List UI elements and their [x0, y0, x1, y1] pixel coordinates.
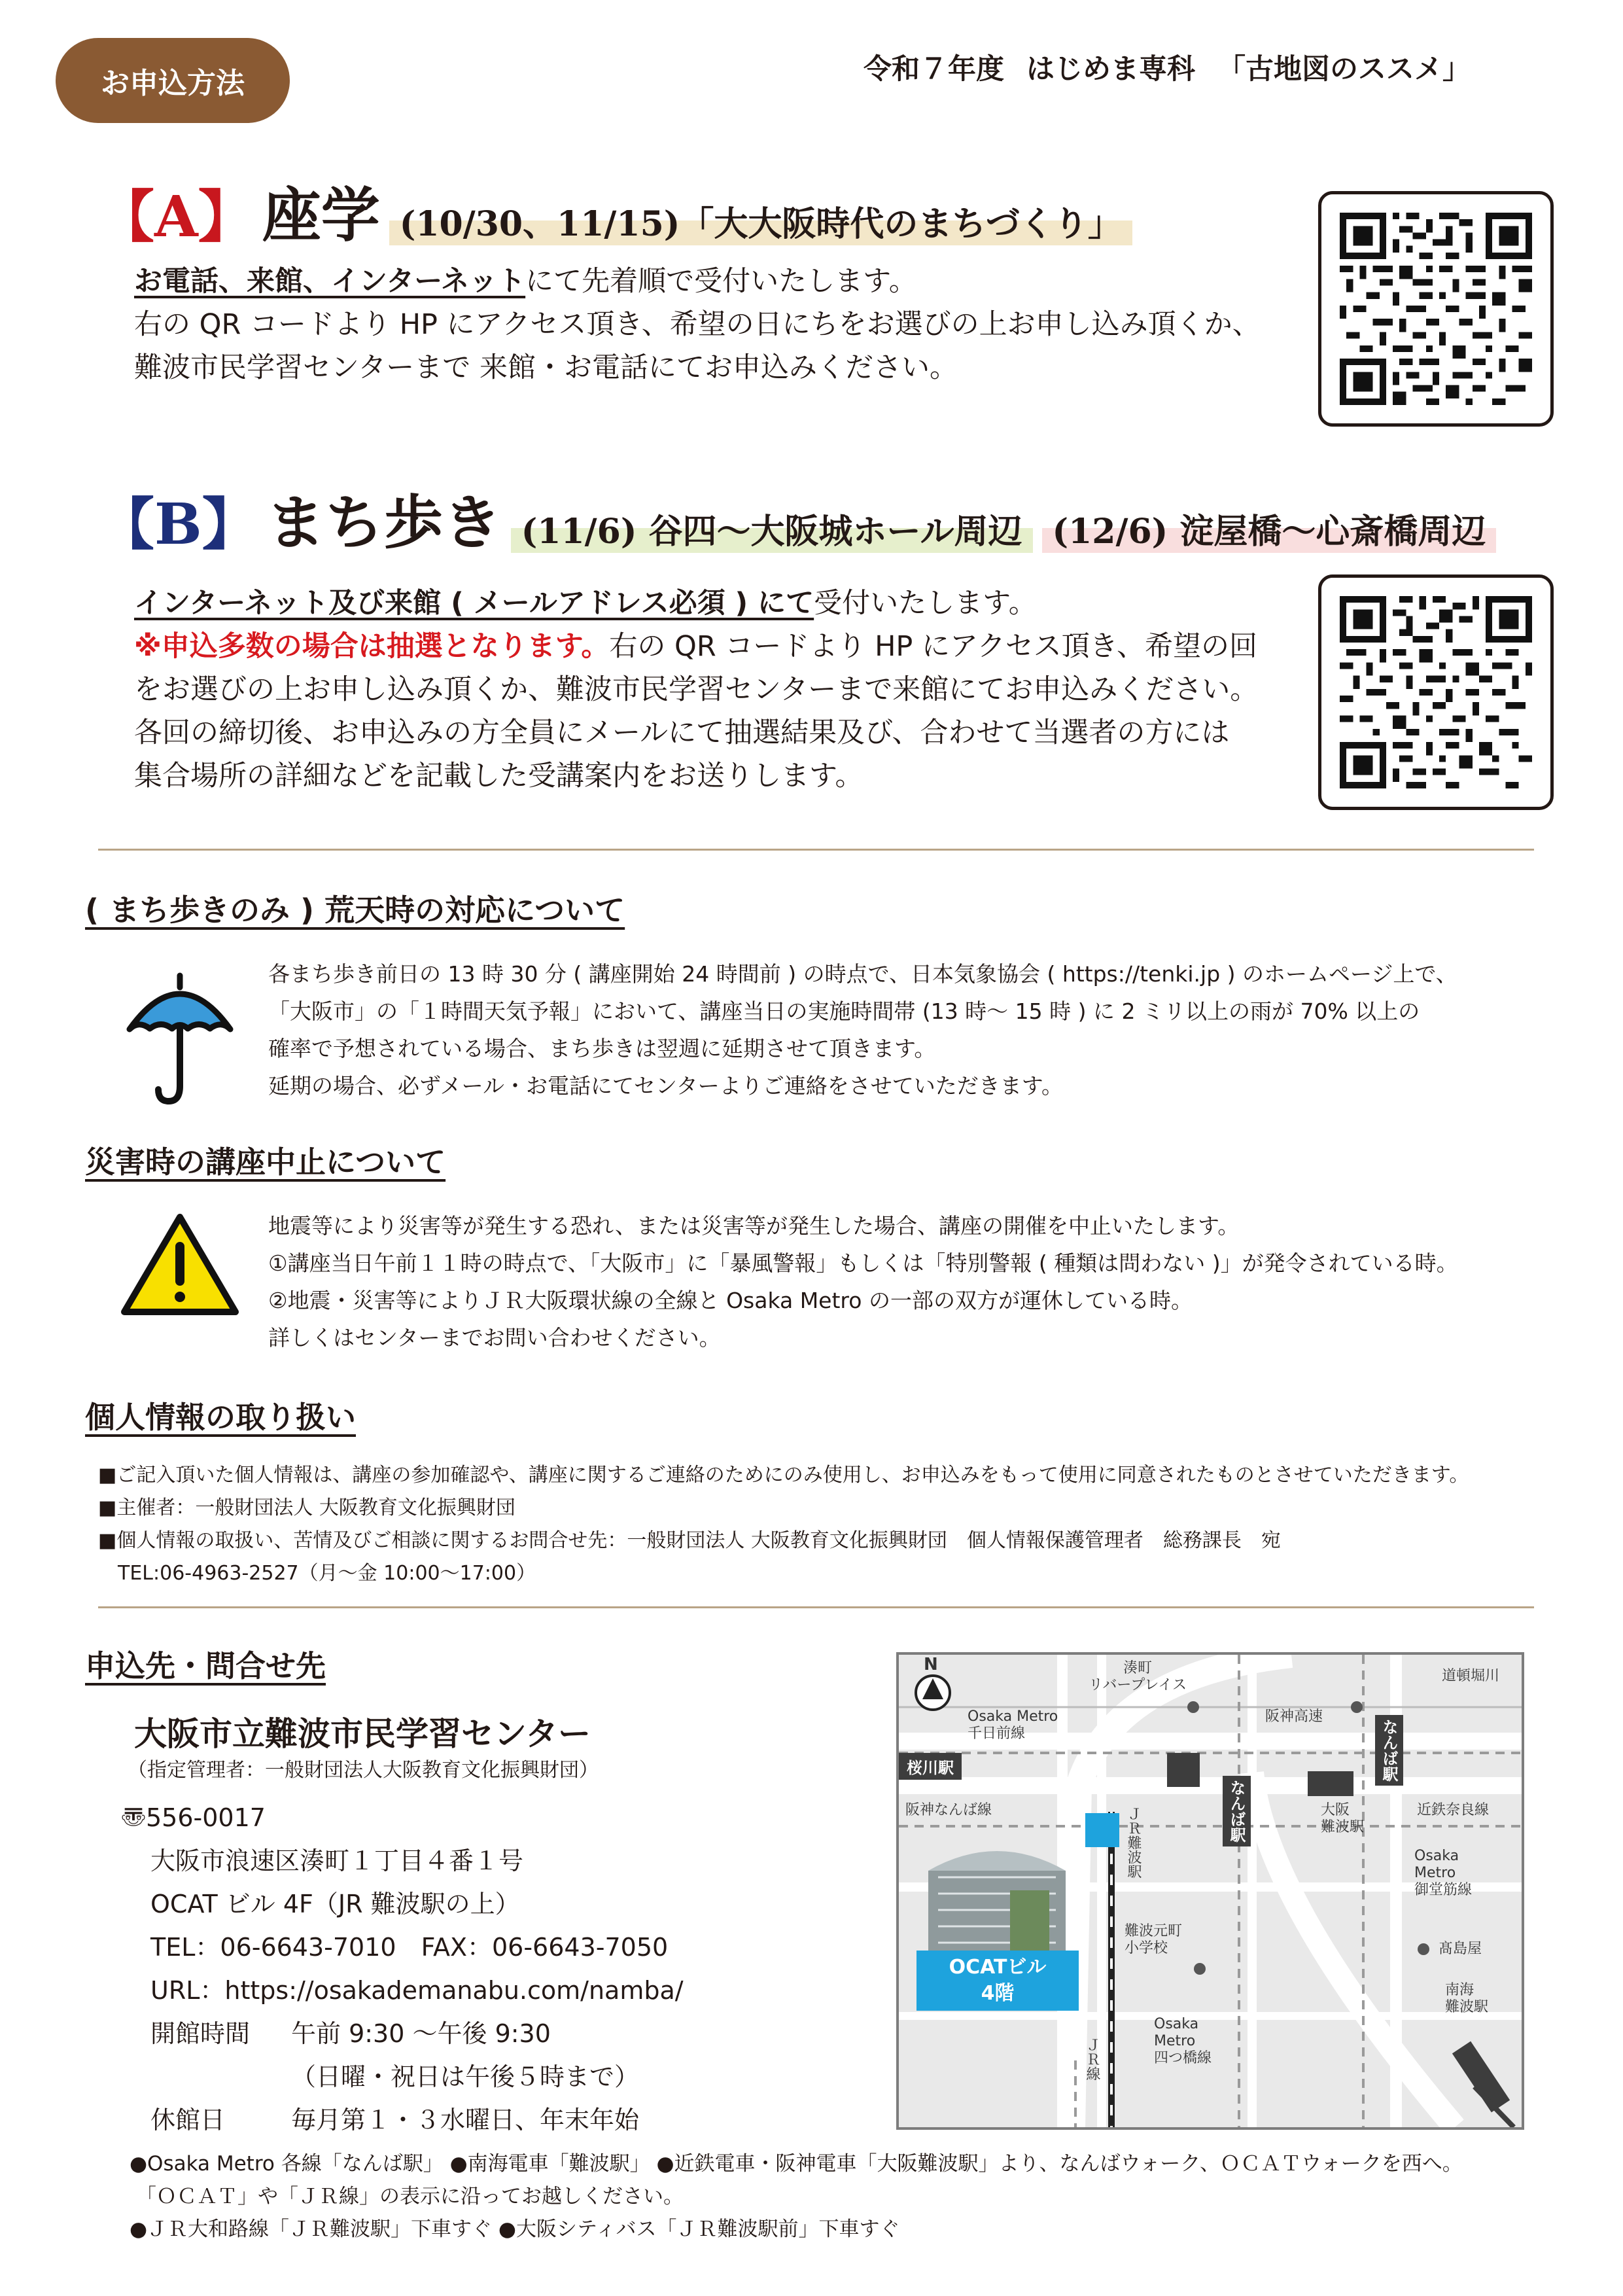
map-label-midosuji: Osaka Metro 御堂筋線 [1414, 1848, 1473, 1898]
tel-fax: TEL：06-6643-7010 FAX：06-6643-7050 [150, 1933, 669, 1962]
weather-line-2: 「大阪市」の「１時間天気予報」において、講座当日の実施時間帯 (13 時〜 15 時 ) に 2 ミリ以上の雨が 70% 以上の [268, 998, 1420, 1024]
weather-heading: ( まち歩きのみ ) 荒天時の対応について [85, 892, 625, 928]
map-label-minatomachi: 湊町 リバープレイス [1089, 1660, 1187, 1693]
section-b-body [134, 582, 1258, 798]
privacy-line-2: ■主催者：一般財団法人 大阪教育文化振興財団 [98, 1496, 515, 1519]
website-url[interactable]: URL：https://osakademanabu.com/namba/ [150, 1976, 684, 2005]
privacy-line-3: ■個人情報の取扱い、苦情及びご相談に関するお問合せ先：一般財団法人 大阪教育文化振興財団 個人情報保護管理者 総務課長 宛 [98, 1529, 1281, 1552]
qr-code-a[interactable] [1318, 191, 1554, 427]
map-label-takashimaya: 髙島屋 [1439, 1941, 1482, 1957]
closed-label: 休館日 [150, 2106, 226, 2134]
disaster-heading: 災害時の講座中止について [85, 1144, 446, 1180]
map-label-dotonbori: 道頓堀川 [1442, 1668, 1500, 1684]
map-station-namba-1: なんば駅 [1375, 1715, 1403, 1786]
section-a-heading [98, 173, 1132, 250]
contact-details [121, 1796, 684, 2142]
section-b-heading [98, 481, 1496, 557]
section-b-walk-2: (12/6) 淀屋橋〜心斎橋周辺 [1042, 508, 1497, 553]
hours-note: （日曜・祝日は午後５時まで） [291, 2062, 640, 2091]
access-map[interactable] [896, 1652, 1524, 2130]
section-a-line1: にて先着順で受付いたします。 [525, 265, 917, 298]
privacy-line-1: ■ご記入頂いた個人情報は、講座の参加確認や、講座に関するご連絡のためにのみ使用し、お申込みをもって使用に同意されたものとさせていただきます。 [98, 1464, 1469, 1487]
map-label-yotsubashi: Osaka Metro 四つ橋線 [1154, 2016, 1212, 2066]
map-label-hanshin-expressway: 阪神高速 [1265, 1708, 1323, 1725]
map-label-hanshin-namba: 阪神なんば線 [905, 1802, 992, 1818]
application-method-badge: お申込方法 [56, 38, 290, 123]
access-directions [130, 2147, 1463, 2246]
map-label-school: 難波元町 小学校 [1125, 1923, 1183, 1956]
section-a-methods: お電話、来館、インターネット [134, 265, 526, 298]
map-label-sennichimae: Osaka Metro 千日前線 [968, 1708, 1058, 1742]
center-name: 大阪市立難波市民学習センター [134, 1715, 591, 1753]
map-ocat-building: OCATビル 4階 [916, 1951, 1079, 2011]
section-b-line3: をお選びの上お申し込み頂くか、難波市民学習センターまで来館にてお申込みください。 [134, 673, 1259, 706]
opening-hours: 午前 9:30 〜午後 9:30 [291, 2019, 551, 2048]
map-station-namba-2: なんば駅 [1223, 1776, 1251, 1846]
disaster-line-4: 詳しくはセンターまでお問い合わせください。 [268, 1325, 721, 1351]
section-b-line2: 右の QR コードより HP にアクセス頂き、希望の回 [609, 630, 1258, 663]
weather-line-3: 確率で予想されている場合、まち歩きは翌週に延期させて頂きます。 [268, 1036, 936, 1061]
section-b-methods: インターネット及び来館 ( メールアドレス必須 ) にて [134, 587, 814, 620]
section-b-title: まち歩き [266, 489, 502, 557]
privacy-text [98, 1459, 1469, 1590]
map-label-nankai-namba: 南海 難波駅 [1445, 1982, 1489, 2015]
disaster-line-3: ②地震・災害等によりＪＲ大阪環状線の全線と Osaka Metro の一部の双方が運休している時。 [268, 1288, 1193, 1313]
postal-code: 〠556-0017 [121, 1803, 266, 1832]
section-b-line4: 各回の締切後、お申込みの方全員にメールにて抽選結果及び、合わせて当選者の方には [134, 716, 1230, 749]
address: 大阪市浪速区湊町１丁目４番１号 [150, 1846, 524, 1875]
qr-code-b[interactable] [1318, 574, 1554, 810]
privacy-heading: 個人情報の取り扱い [85, 1400, 356, 1435]
designated-manager: （指定管理者：一般財団法人大阪教育文化振興財団） [128, 1759, 599, 1782]
section-divider-2 [98, 1606, 1534, 1608]
weather-text [268, 955, 1457, 1104]
map-label-osaka-namba: 大阪 難波駅 [1321, 1802, 1365, 1835]
section-a-title: 座学 [262, 181, 380, 250]
lottery-notice: ※申込多数の場合は抽選となります。 [134, 630, 610, 663]
closed-days: 毎月第１・３水曜日、年末年始 [291, 2106, 640, 2134]
qr-code-a-icon [1340, 213, 1532, 405]
document-title [864, 47, 1570, 87]
qr-code-b-icon [1340, 596, 1532, 788]
access-line-3: ●ＪＲ大和路線「ＪＲ難波駅」下車すぐ ●大阪シティバス「ＪＲ難波駅前」下車すぐ [130, 2217, 900, 2241]
fiscal-year: 令和７年度 [864, 53, 1004, 86]
course-name: はじめま専科 [1026, 53, 1195, 86]
section-b-walk-1: (11/6) 谷四〜大阪城ホール周辺 [511, 508, 1033, 553]
privacy-line-4: TEL:06-4963-2527（月〜金 10:00〜17:00） [118, 1562, 536, 1585]
disaster-line-1: 地震等により災害等が発生する恐れ、または災害等が発生した場合、講座の開催を中止いたします。 [268, 1213, 1240, 1239]
map-label-kintetsu-nara: 近鉄奈良線 [1417, 1802, 1490, 1818]
warning-icon [118, 1210, 242, 1318]
access-line-1: ●Osaka Metro 各線「なんば駅」 ●南海電車「難波駅」 ●近鉄電車・阪神電車「大阪難波駅」より、なんばウォーク、ＯＣＡＴウォークを西へ。 [130, 2152, 1463, 2176]
weather-line-4: 延期の場合、必ずメール・お電話にてセンターよりご連絡をさせていただきます。 [268, 1073, 1064, 1099]
map-label-jr-namba: ＪＲ難波駅 [1125, 1807, 1142, 1879]
section-a-body [134, 260, 1261, 389]
section-b-bracket: 【B】 [98, 491, 258, 557]
contact-heading: 申込先・問合せ先 [85, 1648, 326, 1684]
section-a-dates: (10/30、11/15)「大大阪時代のまちづくり」 [389, 200, 1132, 245]
hours-label: 開館時間 [150, 2019, 251, 2048]
section-divider-1 [98, 849, 1534, 851]
section-b-line5: 集合場所の詳細などを記載した受講案内をお送りします。 [134, 760, 864, 792]
map-label-jr-line: ＪＲ線 [1084, 2038, 1100, 2081]
map-north: N [924, 1655, 938, 1674]
disaster-text [268, 1207, 1458, 1356]
theme-title: 「古地図のススメ」 [1217, 53, 1471, 86]
access-line-2: 「ＯＣＡＴ」や「ＪＲ線」の表示に沿ってお越しください。 [136, 2185, 684, 2208]
umbrella-icon [124, 965, 236, 1109]
section-a-line3: 難波市民学習センターまで 来館・お電話にてお申込みください。 [134, 351, 958, 384]
section-b-line1: 受付いたします。 [814, 587, 1037, 620]
section-a-line2: 右の QR コードより HP にアクセス頂き、希望の日にちをお選びの上お申し込み頂くか、 [134, 308, 1261, 341]
building: OCAT ビル 4F（JR 難波駅の上） [150, 1890, 520, 1918]
section-a-bracket: 【A】 [98, 184, 254, 250]
map-station-sakuragawa: 桜川駅 [899, 1753, 962, 1780]
disaster-line-2: ①講座当日午前１１時の時点で、「大阪市」に「暴風警報」もしくは「特別警報 ( 種類は問わない )」が発令されている時。 [268, 1250, 1458, 1276]
weather-line-1: 各まち歩き前日の 13 時 30 分 ( 講座開始 24 時間前 ) の時点で、日本気象協会 ( https://tenki.jp ) のホームページ上で、 [268, 961, 1457, 987]
